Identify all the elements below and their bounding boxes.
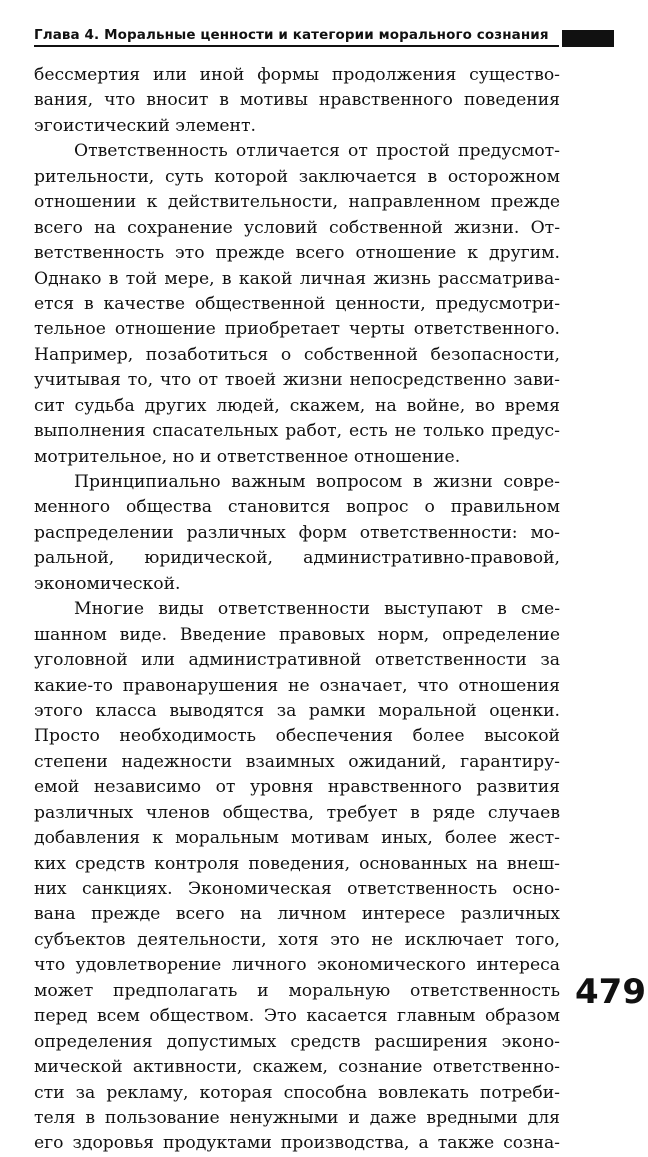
text-line: Принципиально важным вопросом в жизни совре- (74, 472, 560, 492)
text-line: мической активности, скажем, сознание ответственно- (34, 1057, 560, 1078)
text-line: учитывая то, что от твоей жизни непосредственно зави- (34, 370, 560, 391)
text-line: емой независимо от уровня нравственного развития (34, 777, 560, 798)
text-line: тельное отношение приобретает черты ответственного. (34, 319, 560, 340)
text-line: теля в пользование ненужными и даже вредными для (34, 1107, 560, 1128)
text-line: всего на сохранение условий собственной жизни. От- (34, 217, 560, 238)
text-line: ких средств контроля поведения, основанных на внеш- (34, 853, 560, 874)
running-header (34, 24, 614, 46)
text-line: его здоровья продуктами производства, а также созна- (34, 1133, 560, 1154)
text-line: них санкциях. Экономическая ответственность осно- (34, 879, 560, 899)
text-line: вания, что вносит в мотивы нравственного поведения (34, 90, 560, 111)
text-line: мотрительное, но и ответственное отношение. (34, 446, 461, 467)
text-line: что удовлетворение личного экономического интереса (34, 955, 560, 976)
text-line: Однако в той мере, в какой личная жизнь рассматрива- (34, 268, 560, 289)
text-line: менного общества становится вопрос о правильном (34, 497, 560, 518)
text-line: выполнения спасательных работ, есть не только предус- (34, 421, 560, 442)
page-number: 479 (575, 972, 646, 1012)
text-line: отношении к действительности, направленном прежде (34, 192, 560, 213)
text-line: перед всем обществом. Это касается главным образом (34, 1006, 560, 1027)
text-line: какие-то правонарушения не означает, что отношения (34, 675, 560, 696)
text-line: Ответственность отличается от простой предусмот- (74, 141, 560, 162)
text-line: Например, позаботиться о собственной безопасности, (34, 344, 560, 365)
body-text (34, 63, 560, 1157)
text-line: степени надежности взаимных ожиданий, гарантиру- (34, 751, 560, 772)
text-line: Многие виды ответственности выступают в сме- (74, 599, 560, 620)
text-line: рительности, суть которой заключается в осторожном (34, 166, 560, 187)
text-line: различных членов общества, требует в ряде случаев (34, 802, 560, 823)
text-line: ральной, юридической, административно-правовой, (34, 548, 560, 569)
text-line: этого класса выводятся за рамки моральной оценки. (34, 700, 560, 721)
text-line: ветственность это прежде всего отношение к другим. (34, 243, 560, 264)
text-line: эгоистический элемент. (34, 115, 256, 136)
text-line: добавления к моральным мотивам иных, более жест- (34, 828, 560, 849)
header-black-block (562, 30, 614, 47)
text-line: Просто необходимость обеспечения более высокой (34, 726, 560, 747)
header-rule (34, 45, 559, 47)
text-line: сит судьба других людей, скажем, на войне, во время (34, 395, 560, 416)
text-line: уголовной или административной ответственности за (34, 650, 560, 671)
text-line: вана прежде всего на личном интересе различных (34, 904, 560, 925)
text-line: шанном виде. Введение правовых норм, определение (34, 624, 560, 645)
text-line: субъектов деятельности, хотя это не исключает того, (34, 929, 560, 950)
running-title: Глава 4. Моральные ценности и категории морального сознания (34, 27, 549, 43)
text-line: определения допустимых средств расширения эконо- (34, 1031, 560, 1052)
text-line: экономической. (34, 573, 181, 594)
text-line: может предполагать и моральную ответственность (34, 980, 560, 1001)
text-line: сти за рекламу, которая способна вовлекать потреби- (34, 1082, 560, 1103)
text-line: бессмертия или иной формы продолжения существо- (34, 65, 560, 85)
text-line: ется в качестве общественной ценности, предусмотри- (34, 293, 560, 314)
text-line: распределении различных форм ответственности: мо- (34, 522, 560, 543)
